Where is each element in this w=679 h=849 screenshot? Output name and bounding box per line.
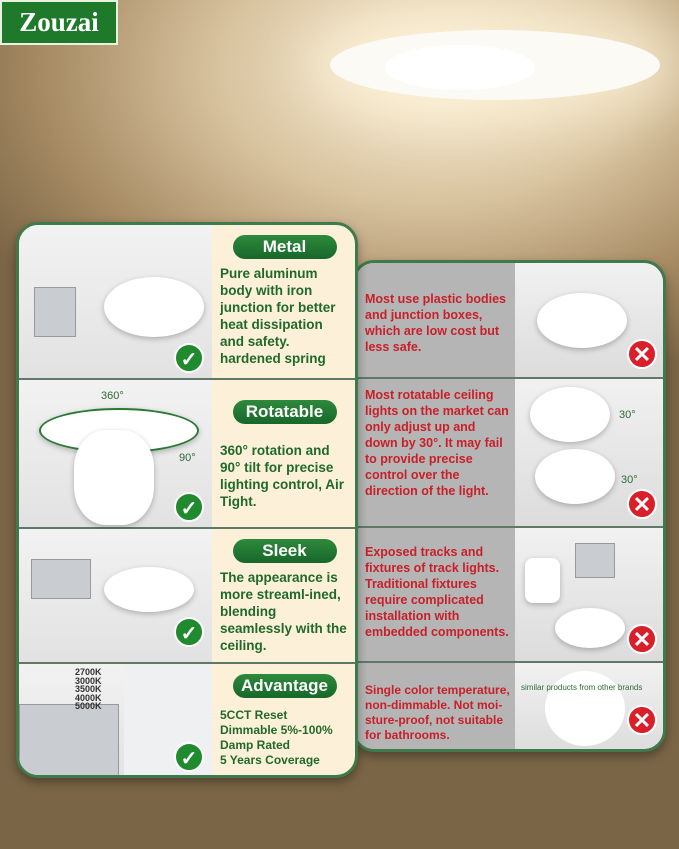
- competitor-row-metal: [355, 263, 663, 379]
- zouzai-panel: [16, 222, 358, 778]
- cross-icon: ✕: [627, 705, 657, 735]
- competitor-text: Most rotatable ceiling lights on the market can only adjust up and down by 30°. It may fail to provide precise control over the direction of the light.: [365, 388, 509, 498]
- competitor-image: [515, 263, 663, 377]
- cross-icon: ✕: [627, 624, 657, 654]
- feature-badge: Sleek: [233, 539, 337, 563]
- feature-text: The appearance is more streaml-ined, blending seamlessly with the ceiling.: [220, 570, 347, 653]
- product-image: 360° 90° ✓: [19, 380, 212, 527]
- competitor-panel: [352, 260, 666, 752]
- cross-icon: ✕: [627, 339, 657, 369]
- check-icon: ✓: [174, 742, 204, 772]
- product-image: [19, 664, 212, 778]
- feature-badge: Advantage: [233, 674, 337, 698]
- competitor-image: 30° 30° ✕: [515, 379, 663, 526]
- feature-text: Pure aluminum body with iron junction for better heat dissipation and safety. hardened spring: [220, 266, 336, 366]
- feature-row-sleek: [19, 529, 355, 664]
- ceiling-light-glow: [385, 45, 535, 90]
- feature-row-metal: [19, 225, 355, 380]
- cross-icon: ✕: [627, 489, 657, 519]
- feature-row-rotatable: [19, 380, 355, 529]
- competitor-row-sleek: [355, 528, 663, 663]
- competitor-row-advantage: [355, 663, 663, 752]
- feature-badge: Rotatable: [233, 400, 337, 424]
- competitor-image: [515, 663, 663, 752]
- feature-line: Damp Rated: [220, 738, 291, 752]
- competitor-text: Exposed tracks and fixtures of track lights. Traditional fixtures require complicated installation with embedded components.: [365, 545, 509, 639]
- feature-text: 360° rotation and 90° tilt for precise lighting control, Air Tight.: [220, 443, 344, 509]
- feature-row-advantage: [19, 664, 355, 778]
- competitor-row-rotatable: [355, 379, 663, 528]
- check-icon: ✓: [174, 343, 204, 373]
- competitor-text: Single color temperature, non-dimmable. Not moi-sture-proof, not suitable for bathrooms.: [365, 683, 510, 742]
- product-image: [19, 225, 212, 378]
- cct-list: 2700K 3000K 3500K 4000K 5000K: [75, 667, 102, 711]
- feature-badge: Metal: [233, 235, 337, 259]
- feature-line: 5 Years Coverage: [220, 753, 320, 767]
- feature-line: 5CCT Reset: [220, 708, 288, 722]
- image-caption: similar products from other brands: [521, 683, 643, 692]
- brand-logo: Zouzai: [0, 0, 118, 45]
- product-image: [19, 529, 212, 662]
- feature-line: Dimmable 5%-100%: [220, 723, 333, 737]
- competitor-text: Most use plastic bodies and junction boxes, which are low cost but less safe.: [365, 292, 507, 354]
- check-icon: ✓: [174, 617, 204, 647]
- check-icon: ✓: [174, 492, 204, 522]
- competitor-image: [515, 528, 663, 661]
